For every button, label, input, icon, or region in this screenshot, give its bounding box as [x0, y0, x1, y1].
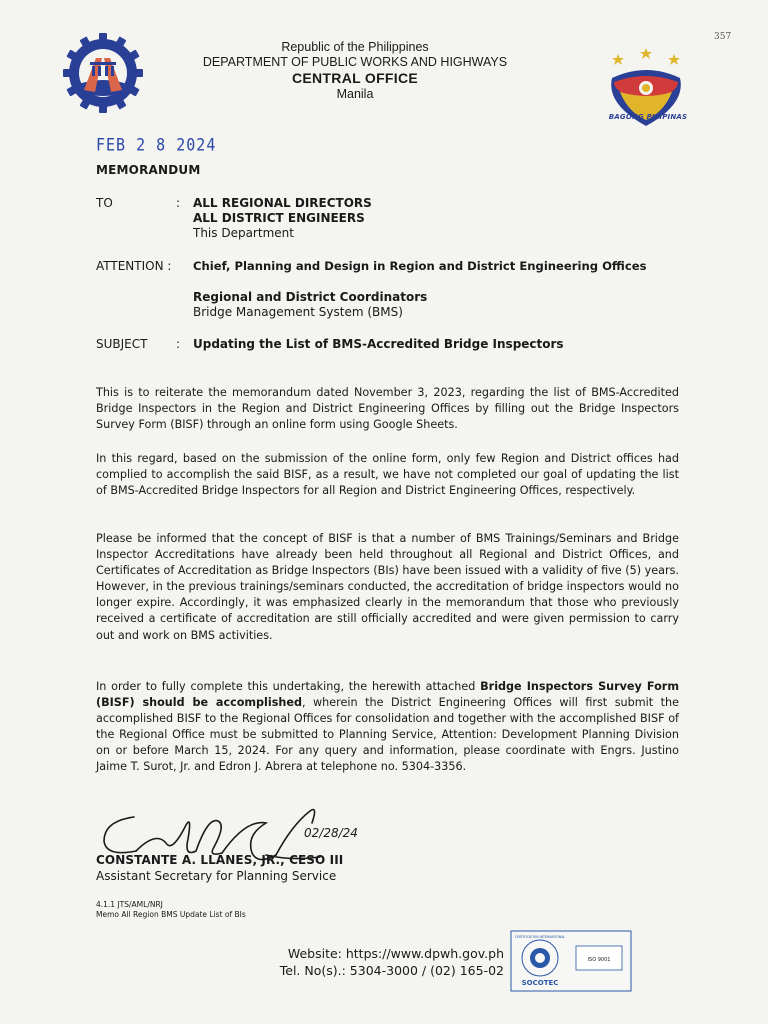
body-paragraph-3: Please be informed that the concept of BISF is that a number of BMS Trainings/Seminars and Bridge Inspector Accreditations have already been held throughout all Regional and District Offices, and Certificates of Accreditation as Bridge Inspectors (BIs) have been issued with a validity of five (5) years. However, in the previous trainings/seminars conducted, the accreditation of bridge inspectors would no longer expire. Accordingly, it was emphasized clearly in the memorandum that those who previously received a certificate of accreditation are still officially accredited and were given permission to carry out and work on BMS activities.: [96, 532, 679, 642]
office-line: CENTRAL OFFICE: [291, 70, 419, 86]
body-paragraph-1: This is to reiterate the memorandum dated November 3, 2023, regarding the list of BMS-Accredited Bridge Inspectors in the Region and District Engineering Offices by filling out the Bridge Inspectors Survey Form (BISF) through an online form using Google Sheets.: [96, 386, 679, 432]
footer-website: Website: https://www.dpwh.gov.ph: [287, 946, 504, 961]
subject-label: SUBJECT: [96, 337, 148, 351]
body-paragraph-4: [96, 679, 679, 776]
attention-line1: Chief, Planning and Design in Region and District Engineering Offices: [193, 259, 647, 273]
subject-text: Updating the List of BMS-Accredited Bridge Inspectors: [193, 337, 564, 351]
certification-ring-text: CERTIFICATION INTERNATIONAL: [514, 935, 566, 939]
letterhead: [200, 40, 510, 102]
dpwh-seal-icon: [62, 32, 144, 114]
received-date-stamp: FEB 2 8 2024: [96, 134, 217, 156]
iso-standard-text: ISO 9001: [587, 957, 611, 963]
to-label: TO: [96, 196, 113, 210]
attention-line2: Regional and District Coordinators: [193, 290, 428, 304]
department-line: DEPARTMENT OF PUBLIC WORKS AND HIGHWAYS: [202, 55, 508, 69]
attention-line3: Bridge Management System (BMS): [193, 305, 403, 319]
footer-contact: [272, 946, 504, 979]
signatory-title: Assistant Secretary for Planning Service: [96, 869, 337, 883]
attention-label: ATTENTION :: [96, 259, 172, 273]
to-colon: :: [176, 196, 181, 210]
city-line: Manila: [336, 87, 374, 101]
body-paragraph-2: In this regard, based on the submission of the online form, only few Region and District offices had complied to accomplish the said BISF, as a result, we have not completed our goal of updating the list of BMS-Accredited Bridge Inspectors for all Region and District Engineering Offices, respectively.: [96, 452, 679, 498]
reference-filename: Memo All Region BMS Update List of BIs: [96, 910, 246, 919]
memo-title: MEMORANDUM: [96, 163, 201, 177]
bagong-pilipinas-text: BAGONG PILIPINAS: [608, 113, 688, 121]
signature-date: 02/28/24: [304, 826, 358, 840]
to-line1: ALL REGIONAL DIRECTORS: [193, 196, 372, 210]
p4-text-a: In order to fully complete this undertaking, the herewith attached: [96, 680, 481, 693]
subject-colon: :: [176, 337, 181, 351]
p4-text-bold: Bridge Inspectors Survey Form (BISF) should be accomplished: [96, 680, 679, 710]
p4-text-c: , wherein the District Engineering Offices will first submit the accomplished BISF to the Regional Offices for consolidation and together with the accomplished BISF of the Regional Office must be submitted to Planning Service, Attention: Development Planning Division on or before March 15, 2024. For any query and information, please coordinate with Engrs. Justino Jaime T. Surot, Jr. and Edron J. Abrera at telephone no. 5304-3356.: [96, 696, 679, 774]
iso-certification-badge: [510, 930, 632, 992]
corner-mark: 357: [714, 32, 732, 42]
to-line2: ALL DISTRICT ENGINEERS: [193, 211, 365, 225]
reference-code: 4.1.1 JTS/AML/NRJ: [96, 900, 163, 909]
socotec-text: SOCOTEC: [521, 979, 559, 987]
to-line3: This Department: [193, 226, 294, 240]
republic-line: Republic of the Philippines: [281, 40, 429, 54]
signatory-name: CONSTANTE A. LLANES, JR., CESO III: [96, 853, 344, 867]
footer-telephone: Tel. No(s).: 5304-3000 / (02) 165-02: [279, 962, 504, 978]
